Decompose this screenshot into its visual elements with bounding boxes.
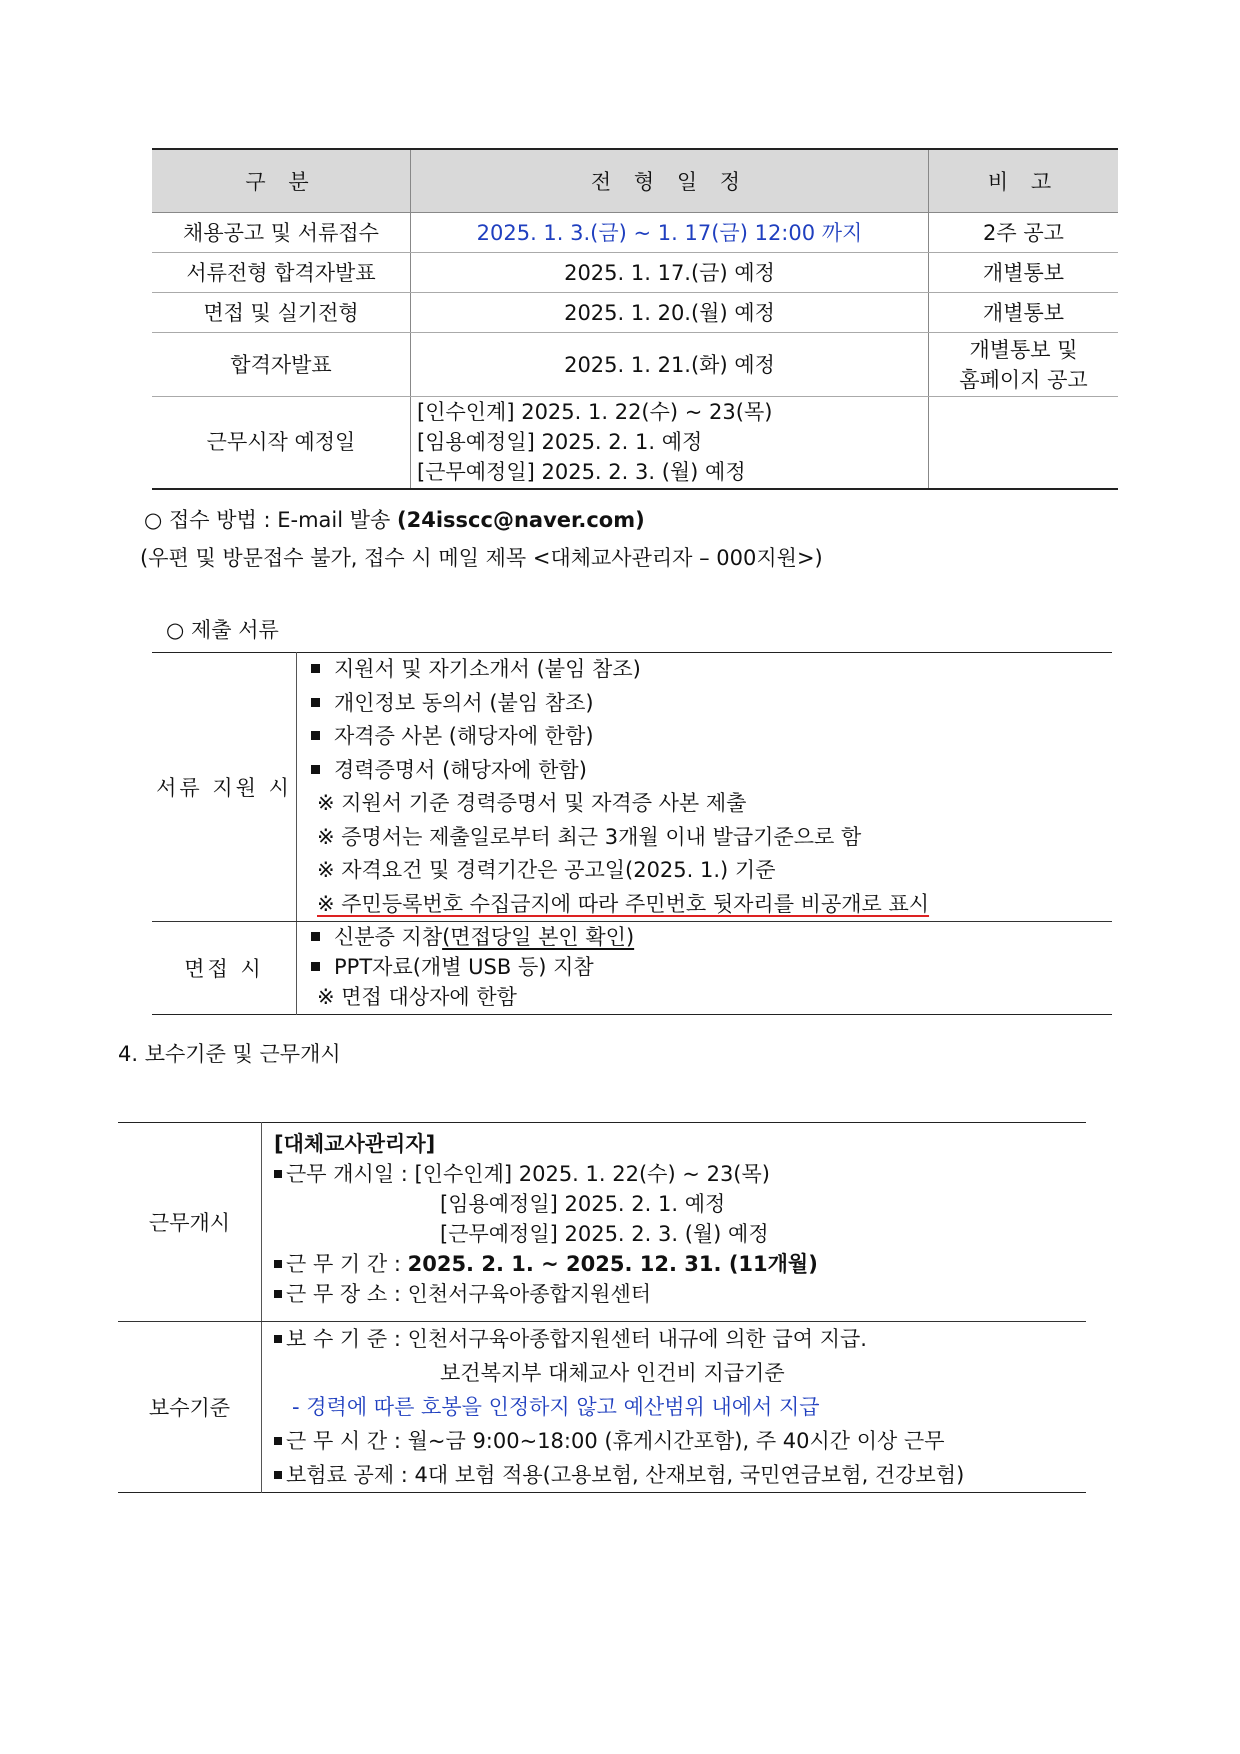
pay-label: 보수기준: [118, 1322, 262, 1493]
row-schedule: [411, 397, 929, 489]
row-schedule-line: [임용예정일] 2025. 2. 1. 예정: [417, 430, 703, 455]
row-note-line: 홈페이지 공고: [959, 367, 1088, 392]
row-category: 서류전형 합격자발표: [152, 253, 411, 293]
note-item: ※ 주민등록번호 수집금지에 따라 주민번호 뒷자리를 비공개로 표시: [317, 891, 930, 916]
row-schedule-line: [근무예정일] 2025. 2. 3. (월) 예정: [417, 460, 746, 485]
pay-content: [262, 1322, 1087, 1493]
schedule-row: [152, 213, 1118, 253]
list-item: PPT자료(개별 USB 등) 지참: [297, 952, 1112, 982]
submission-note: (우편 및 방문접수 불가, 접수 시 메일 제목 <대체교사관리자 – 000지원>): [140, 546, 823, 570]
documents-interview-content: [297, 922, 1113, 1015]
insurance-line: 보험료 공제 : 4대 보험 적용(고용보험, 산재보험, 국민연금보험, 건강보험): [274, 1458, 1086, 1492]
bullet-square-icon: [311, 664, 320, 673]
note-item: ※ 자격요건 및 경력기간은 공고일(2025. 1.) 기준: [317, 858, 776, 882]
row-schedule: 2025. 1. 3.(금) ~ 1. 17(금) 12:00 까지: [411, 213, 929, 253]
section-heading: 4. 보수기준 및 근무개시: [118, 1042, 341, 1066]
row-schedule: 2025. 1. 21.(화) 예정: [411, 333, 929, 397]
pay-line: 보 수 기 준 : 인천서구육아종합지원센터 내규에 의한 급여 지급.: [274, 1322, 1086, 1356]
row-category: 근무시작 예정일: [152, 397, 411, 489]
pay-line: 보건복지부 대체교사 인건비 지급기준: [440, 1361, 785, 1385]
row-category: 채용공고 및 서류접수: [152, 213, 411, 253]
bullet-square-icon: [274, 1437, 282, 1445]
row-note-line: 개별통보 및: [969, 337, 1078, 362]
bullet-square-icon: [311, 962, 320, 971]
row-note: 2주 공고: [929, 213, 1119, 253]
schedule-row: [152, 333, 1118, 397]
pay-line: - 경력에 따른 호봉을 인정하지 않고 예산범위 내에서 지급: [292, 1395, 820, 1419]
period-line: 근 무 기 간 : 2025. 2. 1. ~ 2025. 12. 31. (11개월): [274, 1249, 1086, 1279]
list-item: 개인정보 동의서 (붙임 참조): [297, 687, 1112, 721]
note-item: ※ 면접 대상자에 한함: [317, 985, 517, 1009]
documents-application-content: [297, 653, 1113, 922]
bullet-square-icon: [311, 731, 320, 740]
place-line: 근 무 장 소 : 인천서구육아종합지원센터: [274, 1279, 1086, 1309]
row-category: 합격자발표: [152, 333, 411, 397]
submission-method-prefix: ○ 접수 방법 : E-mail 발송: [144, 508, 391, 532]
header-schedule: 전 형 일 정: [411, 149, 929, 213]
bullet-square-icon: [274, 1290, 282, 1298]
row-note: 개별통보: [929, 293, 1119, 333]
schedule-table: [152, 148, 1118, 490]
bullet-square-icon: [311, 932, 320, 941]
start-line: 근무 개시일 : [인수인계] 2025. 1. 22(수) ~ 23(목): [274, 1159, 1086, 1189]
schedule-header-row: [152, 149, 1118, 213]
submission-email: (24isscc@naver.com): [397, 508, 645, 532]
bullet-square-icon: [311, 698, 320, 707]
row-schedule: 2025. 1. 20.(월) 예정: [411, 293, 929, 333]
header-category: 구 분: [152, 149, 411, 213]
list-item: 신분증 지참(면접당일 본인 확인): [297, 922, 1112, 952]
start-line: [임용예정일] 2025. 2. 1. 예정: [440, 1192, 726, 1216]
row-schedule: 2025. 1. 17.(금) 예정: [411, 253, 929, 293]
pay-table: [118, 1122, 1086, 1493]
documents-heading: ○ 제출 서류: [166, 618, 279, 642]
pay-row-start: [118, 1123, 1086, 1322]
bullet-square-icon: [274, 1471, 282, 1479]
list-item: 경력증명서 (해당자에 한함): [297, 754, 1112, 788]
row-note: 개별통보: [929, 253, 1119, 293]
start-label: 근무개시: [118, 1123, 262, 1322]
note-item: ※ 지원서 기준 경력증명서 및 자격증 사본 제출: [317, 791, 747, 815]
submission-method: [144, 504, 645, 534]
pay-row-salary: [118, 1322, 1086, 1493]
documents-row-interview: [152, 922, 1112, 1015]
row-category: 면접 및 실기전형: [152, 293, 411, 333]
schedule-row: [152, 397, 1118, 489]
header-note: 비 고: [929, 149, 1119, 213]
hours-line: 근 무 시 간 : 월~금 9:00~18:00 (휴게시간포함), 주 40시간 이상 근무: [274, 1424, 1086, 1458]
position-title: [대체교사관리자]: [274, 1132, 436, 1156]
list-item: 지원서 및 자기소개서 (붙임 참조): [297, 653, 1112, 687]
list-item: 자격증 사본 (해당자에 한함): [297, 720, 1112, 754]
row-note: [929, 397, 1119, 489]
documents-row-application: [152, 653, 1112, 922]
row-note: [929, 333, 1119, 397]
bullet-square-icon: [274, 1260, 282, 1268]
documents-table: [152, 652, 1112, 1015]
bullet-square-icon: [274, 1170, 282, 1178]
documents-interview-label: 면접 시: [152, 922, 297, 1015]
schedule-row: [152, 253, 1118, 293]
note-item: ※ 증명서는 제출일로부터 최근 3개월 이내 발급기준으로 함: [317, 824, 862, 849]
schedule-row: [152, 293, 1118, 333]
start-line: [근무예정일] 2025. 2. 3. (월) 예정: [440, 1222, 769, 1246]
documents-application-label: 서류 지원 시: [152, 653, 297, 922]
bullet-square-icon: [311, 765, 320, 774]
start-content: [262, 1123, 1087, 1322]
row-schedule-line: [인수인계] 2025. 1. 22(수) ~ 23(목): [417, 400, 773, 425]
bullet-square-icon: [274, 1335, 282, 1343]
